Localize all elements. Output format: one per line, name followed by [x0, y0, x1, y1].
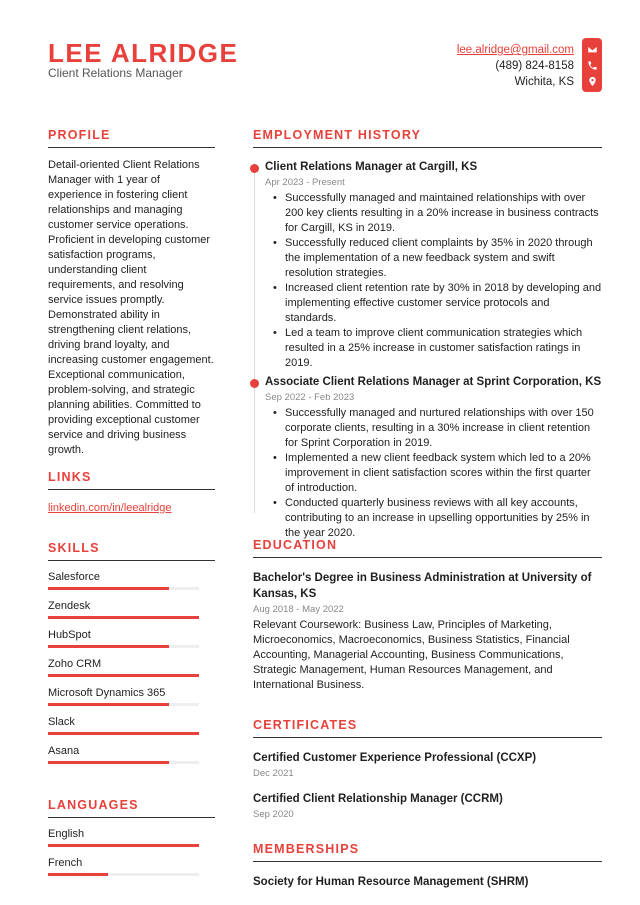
- job-title: Associate Client Relations Manager at Sprint Corporation, KS: [265, 376, 602, 388]
- bullet-item: • Successfully managed and maintained relationships with over 200 key clients resulting in a 20% increase in business contracts for Cargill, KS in 2019.: [285, 191, 602, 236]
- job-entry: [253, 160, 602, 371]
- job-entry: [253, 375, 602, 541]
- certificates-section: [253, 718, 602, 820]
- bullet-item: • Successfully managed and nurtured relationships with over 150 corporate clients, resulting in a 30% increase in client retention for Sprint Corporation in 2019.: [285, 406, 602, 451]
- profile-summary: Detail-oriented Client Relations Manager with 1 year of experience in fostering client relationships and managing customer service operations. Proficient in developing customer satisfaction programs, understanding client requirements, and resolving service issues promptly. Demonstrated ability in strengthening client relations, driving brand loyalty, and increasing customer engagement. Exceptional communication, problem-solving, and strategic planning abilities. Committed to providing exceptional customer service and driving business growth.: [48, 159, 214, 456]
- envelope-icon: [587, 44, 598, 55]
- languages-heading: LANGUAGES: [48, 798, 215, 818]
- candidate-name: LEE ALRIDGE: [48, 38, 239, 68]
- skill-name: Microsoft Dynamics 365: [48, 687, 166, 699]
- job-date: Apr 2023 - Present: [265, 177, 345, 188]
- language-item: [48, 847, 215, 876]
- profile-section: [48, 128, 215, 458]
- bullet-item: • Implemented a new client feedback system which led to a 20% improvement in client satisfaction scores within the first quarter of introduction.: [285, 451, 602, 496]
- skill-item: [48, 590, 215, 619]
- language-name: French: [48, 857, 83, 869]
- skill-name: Asana: [48, 745, 80, 757]
- location: Wichita, KS: [514, 76, 574, 88]
- bullet-item: • Conducted quarterly business reviews with all key accounts, contributing to an increase in upselling opportunities by 25% in the year 2020.: [285, 496, 602, 541]
- skill-item: [48, 648, 215, 677]
- email-link[interactable]: lee.alridge@gmail.com: [456, 44, 574, 56]
- membership-title: Society for Human Resource Management (SHRM): [253, 876, 529, 888]
- education-heading: EDUCATION: [253, 538, 602, 558]
- job-date: Sep 2022 - Feb 2023: [265, 392, 355, 403]
- profile-heading: PROFILE: [48, 128, 215, 148]
- contact-icon-bar: [582, 38, 602, 92]
- certificate-title: Certified Client Relationship Manager (CCRM): [253, 793, 503, 805]
- skills-section: [48, 541, 215, 764]
- degree-date: Aug 2018 - May 2022: [253, 604, 344, 615]
- linkedin-link[interactable]: linkedin.com/in/leealridge: [48, 502, 172, 514]
- skill-item: [48, 677, 215, 706]
- skill-item: [48, 706, 215, 735]
- language-level-fill: [48, 873, 108, 876]
- right-column: [253, 128, 602, 888]
- skill-name: Slack: [48, 716, 75, 728]
- employment-section: [253, 128, 602, 541]
- phone-number: (489) 824-8158: [495, 60, 574, 72]
- degree-title: Bachelor's Degree in Business Administration at University of Kansas, KS: [253, 572, 592, 600]
- bullet-item: • Successfully reduced client complaints by 35% in 2020 through the implementation of a new feedback system and swift resolution strategies.: [285, 236, 602, 281]
- left-column: [48, 128, 215, 869]
- certificates-heading: CERTIFICATES: [253, 718, 602, 738]
- employment-heading: EMPLOYMENT HISTORY: [253, 128, 602, 148]
- skill-item: [48, 735, 215, 764]
- phone-icon: [587, 60, 598, 71]
- skill-item: [48, 561, 215, 590]
- memberships-section: [253, 842, 602, 890]
- timeline-dot: [250, 164, 259, 173]
- language-name: English: [48, 828, 85, 840]
- skill-item: [48, 619, 215, 648]
- job-bullets: [265, 406, 602, 541]
- job-bullets: [265, 191, 602, 371]
- contact-info: [457, 42, 574, 90]
- skills-heading: SKILLS: [48, 541, 215, 561]
- skill-level-fill: [48, 761, 169, 764]
- memberships-heading: MEMBERSHIPS: [253, 842, 602, 862]
- timeline-dot: [250, 379, 259, 388]
- skill-level-track: [48, 761, 199, 764]
- job-title: Client Relations Manager at Cargill, KS: [265, 161, 478, 173]
- skill-name: Zoho CRM: [48, 658, 102, 670]
- links-heading: LINKS: [48, 470, 215, 490]
- skill-name: Salesforce: [48, 571, 100, 583]
- certificate-title: Certified Customer Experience Professional (CCXP): [253, 752, 537, 764]
- languages-section: [48, 798, 215, 876]
- education-section: [253, 538, 602, 693]
- bullet-item: • Led a team to improve client communication strategies which resulted in a 25% increase in customer satisfaction ratings in 2019.: [285, 326, 602, 371]
- skill-name: Zendesk: [48, 600, 91, 612]
- language-level-track: [48, 873, 199, 876]
- certificate-date: Dec 2021: [253, 768, 294, 779]
- language-item: [48, 818, 215, 847]
- certificate-date: Sep 2020: [253, 809, 294, 820]
- skill-name: HubSpot: [48, 629, 91, 641]
- links-section: [48, 470, 215, 514]
- bullet-item: • Increased client retention rate by 30% in 2018 by developing and implementing effective customer service protocols and standards.: [285, 281, 602, 326]
- map-pin-icon: [587, 76, 598, 87]
- coursework-text: Relevant Coursework: Business Law, Principles of Marketing, Microeconomics, Macroeconomics, Business Statistics, Financial Accounting, Managerial Accounting, Business Communications, Strategic Management, Human Resources Management, and International Business.: [253, 619, 570, 691]
- candidate-title: Client Relations Manager: [48, 66, 183, 80]
